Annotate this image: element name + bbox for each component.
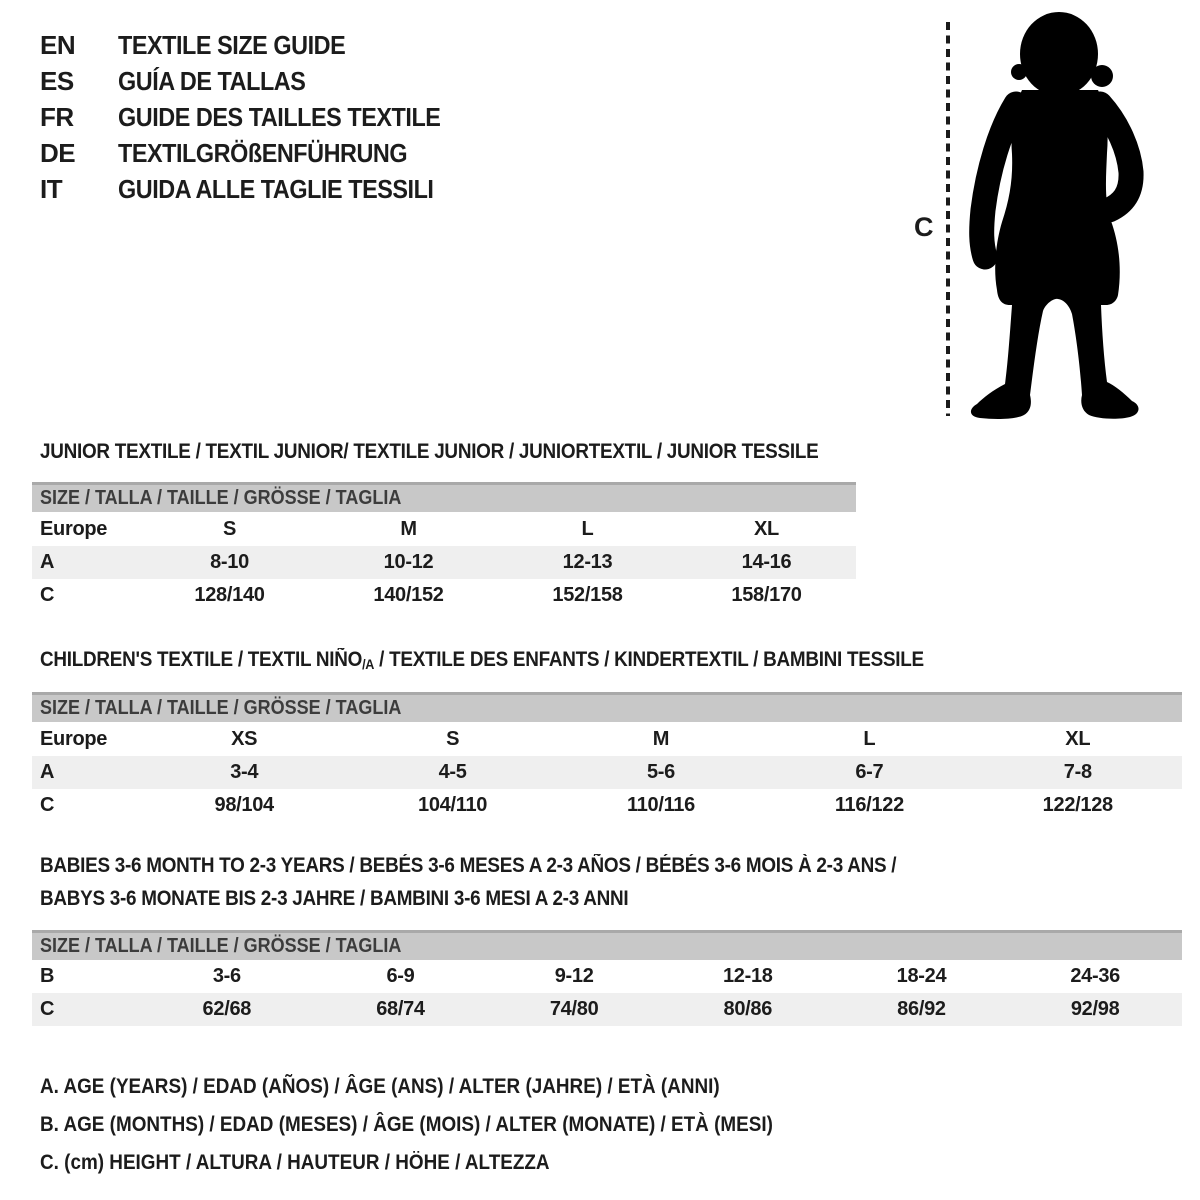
size-cell: 86/92 (835, 993, 1009, 1026)
junior-row-height (32, 579, 856, 612)
children-section-heading (40, 643, 924, 681)
language-row-de (40, 135, 476, 171)
size-cell: 12-18 (722, 965, 773, 987)
language-code: ES (40, 66, 74, 96)
children-heading-sub: /A (362, 656, 375, 672)
size-cell: 8-10 (140, 546, 319, 579)
size-cell: 18-24 (896, 965, 947, 987)
column-header: L (863, 727, 876, 750)
babies-heading-line1: BABIES 3-6 MONTH TO 2-3 YEARS / BEBÉS 3-6 MESES A 2-3 AÑOS / BÉBÉS 3-6 MOIS À 2-3 ANS / (40, 854, 897, 877)
height-measure-label: C (914, 212, 934, 242)
babies-section-heading (40, 849, 991, 915)
size-cell: 6-7 (765, 756, 973, 789)
children-size-table (32, 692, 1182, 822)
column-header: M (400, 517, 417, 540)
size-cell: 10-12 (319, 546, 498, 579)
children-heading-main: CHILDREN'S TEXTILE / TEXTIL NIÑO (40, 648, 363, 671)
size-cell: 98/104 (214, 794, 274, 816)
children-row-age (32, 756, 1182, 789)
junior-row-age (32, 546, 856, 579)
language-title: GUÍA DE TALLAS (118, 66, 306, 96)
language-row-fr (40, 99, 476, 135)
toddler-head (1020, 12, 1098, 96)
size-header-label: SIZE / TALLA / TAILLE / GRÖSSE / TAGLIA (40, 487, 402, 509)
size-cell: 7-8 (974, 756, 1182, 789)
legend-line-a: A. AGE (YEARS) / EDAD (AÑOS) / ÂGE (ANS) / ALTER (JAHRE) / ETÀ (ANNI) (40, 1075, 720, 1098)
size-cell: 140/152 (373, 584, 444, 606)
size-cell: 128/140 (194, 584, 265, 606)
size-cell: 152/158 (552, 584, 623, 606)
size-cell: 9-12 (554, 965, 594, 987)
size-cell: 3-4 (140, 756, 348, 789)
row-label: C (32, 993, 140, 1026)
language-row-es (40, 63, 476, 99)
column-header: L (581, 517, 594, 540)
row-label: A (32, 546, 140, 579)
row-label: C (40, 794, 55, 816)
size-header-label: SIZE / TALLA / TAILLE / GRÖSSE / TAGLIA (40, 935, 402, 957)
size-header-bar (32, 692, 1182, 722)
language-code: EN (40, 30, 76, 60)
language-title: GUIDE DES TAILLES TEXTILE (118, 102, 441, 132)
junior-size-table (32, 482, 856, 612)
legend-line-b: B. AGE (MONTHS) / EDAD (MESES) / ÂGE (MOIS) / ALTER (MONATE) / ETÀ (MESI) (40, 1113, 773, 1136)
column-header: M (652, 727, 670, 750)
size-cell: 122/128 (1042, 794, 1113, 816)
children-heading-rest: / TEXTILE DES ENFANTS / KINDERTEXTIL / BAMBINI TESSILE (374, 648, 924, 671)
size-header-label: SIZE / TALLA / TAILLE / GRÖSSE / TAGLIA (40, 697, 402, 719)
babies-row-months (32, 960, 1182, 993)
size-cell: 14-16 (677, 546, 856, 579)
column-header: XS (231, 727, 258, 750)
size-cell: 104/110 (418, 794, 488, 816)
row-label: A (32, 756, 140, 789)
size-cell: 116/122 (834, 794, 904, 816)
size-cell: 62/68 (140, 993, 314, 1026)
language-code: DE (40, 138, 76, 168)
region-header: Europe (40, 727, 108, 750)
legend-line-c: C. (cm) HEIGHT / ALTURA / HAUTEUR / HÖHE / ALTEZZA (40, 1151, 550, 1174)
size-cell: 110/116 (626, 794, 695, 816)
toddler-body (971, 12, 1139, 419)
column-header: XL (1065, 727, 1091, 750)
language-title: TEXTILGRÖßENFÜHRUNG (118, 138, 408, 168)
column-header: S (446, 727, 460, 750)
size-cell: 12-13 (498, 546, 677, 579)
language-row-en (40, 27, 476, 63)
row-label: C (40, 584, 55, 606)
size-header-bar (32, 482, 856, 512)
babies-row-height (32, 993, 1182, 1026)
language-code: IT (40, 174, 63, 204)
babies-size-table (32, 930, 1182, 1026)
babies-heading-line2: BABYS 3-6 MONATE BIS 2-3 JAHRE / BAMBINI 3-6 MESI A 2-3 ANNI (40, 887, 629, 910)
size-cell: 92/98 (1008, 993, 1182, 1026)
size-cell: 68/74 (314, 993, 488, 1026)
column-header: XL (754, 517, 779, 540)
size-cell: 3-6 (212, 965, 241, 987)
size-cell: 4-5 (348, 756, 556, 789)
size-cell: 5-6 (557, 756, 765, 789)
language-row-it (40, 171, 476, 207)
size-cell: 74/80 (487, 993, 661, 1026)
toddler-ear-right (1091, 65, 1113, 87)
measure-legend (40, 1068, 854, 1182)
size-header-bar (32, 930, 1182, 960)
column-header: S (222, 517, 237, 540)
toddler-ear-left (1011, 64, 1027, 80)
children-columns-row (32, 722, 1182, 756)
children-row-height (32, 789, 1182, 822)
row-label: B (40, 965, 55, 987)
language-code: FR (40, 102, 74, 132)
junior-columns-row (32, 512, 856, 546)
region-header: Europe (40, 517, 108, 540)
size-cell: 158/170 (731, 584, 802, 606)
language-title: TEXTILE SIZE GUIDE (118, 30, 346, 60)
junior-section-heading: JUNIOR TEXTILE / TEXTIL JUNIOR/ TEXTILE JUNIOR / JUNIORTEXTIL / JUNIOR TESSILE (40, 440, 819, 463)
toddler-silhouette-icon (905, 12, 1150, 422)
size-cell: 80/86 (661, 993, 835, 1026)
size-cell: 6-9 (386, 965, 415, 987)
language-title-block (40, 27, 476, 207)
language-title: GUIDA ALLE TAGLIE TESSILI (118, 174, 434, 204)
size-cell: 24-36 (1070, 965, 1120, 987)
